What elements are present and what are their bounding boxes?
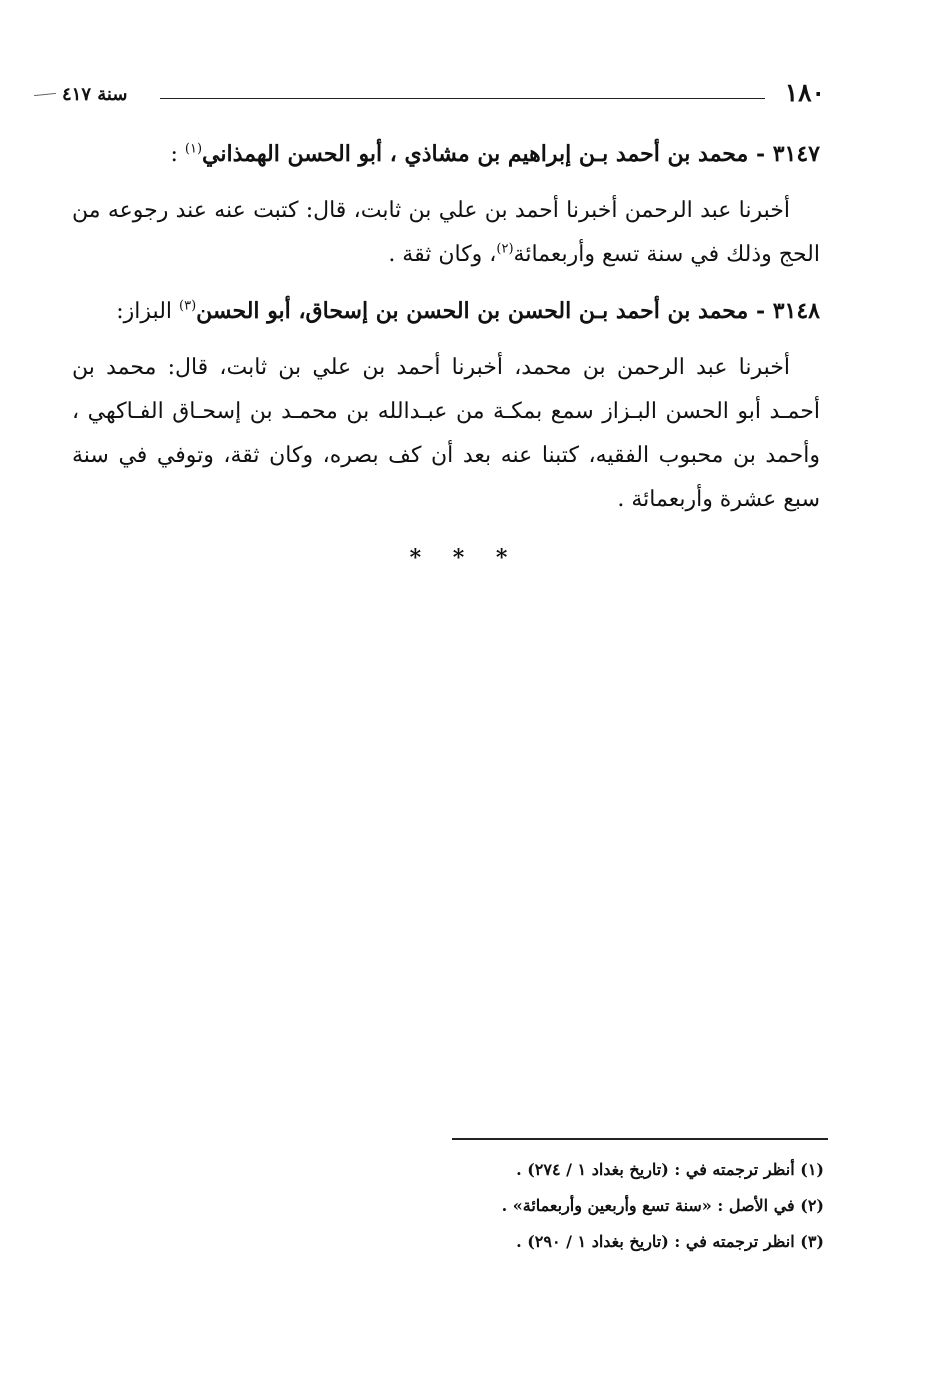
entry-text-tail: ، وكان ثقة .	[388, 242, 497, 267]
header-tick-mark	[34, 93, 56, 96]
entry-text-body: أخبرنا عبد الرحمن بن محمد، أخبرنا أحمد بن علي بن ثابت، قال: محمد بن أحمـد أبو الحسن البـزاز سمع بمكـة من عبـدالله بن محمـد بن إسحـاق الفـاكهي ، وأحمد بن محبوب الفقيه، كتبنا عنه بعد أن كف بصره، وكان ثقة، وتوفي في سنة سبع عشرة وأربعمائة .	[72, 355, 820, 512]
footnote-item: (١) أنظر ترجمته في : (تاريخ بغداد ١ / ٢٧٤) .	[516, 1160, 824, 1179]
entry-name-tail: :	[170, 142, 185, 167]
entry-number: ٣١٤٨	[772, 298, 820, 324]
entry-number: ٣١٤٧	[772, 141, 820, 167]
entry-name: محمد بن أحمد بـن إبراهيم بن مشاذي ، أبو الحسن الهمذاني	[202, 141, 749, 167]
header-rule	[160, 98, 765, 99]
footnote-rule	[452, 1138, 828, 1140]
entry-text	[72, 189, 820, 277]
footnote-item: (٣) انظر ترجمته في : (تاريخ بغداد ١ / ٢٩٠) .	[516, 1232, 824, 1251]
entry-name-tail: البزاز:	[116, 299, 179, 324]
footnote-ref: (٢)	[496, 241, 514, 257]
footnotes	[300, 1152, 824, 1260]
main-text	[72, 132, 820, 534]
section-separator: * * *	[409, 545, 520, 571]
running-title: سنة ٤١٧	[62, 84, 128, 105]
page-number: ١٨٠	[784, 78, 825, 107]
entry-text-body: أخبرنا عبد الرحمن أخبرنا أحمد بن علي بن ثابت، قال: كتبت عنه عند رجوعه من الحج وذلك في سنة تسع وأربعمائة	[72, 198, 820, 267]
running-header	[40, 78, 825, 112]
footnote-item: (٢) في الأصل : «سنة تسع وأربعين وأربعمائة» .	[501, 1196, 824, 1215]
footnote-ref: (٣)	[179, 298, 197, 314]
entry-heading: ٣١٤٨ - محمد بن أحمد بـن الحسن بن الحسن بن إسحاق، أبو الحسن$^{(٣)}$ البزاز:	[116, 298, 820, 324]
entry-heading: ٣١٤٧ - محمد بن أحمد بـن إبراهيم بن مشاذي ، أبو الحسن الهمذاني$^{(١)}$ :	[170, 141, 820, 167]
entry-name: محمد بن أحمد بـن الحسن بن الحسن بن إسحاق، أبو الحسن	[196, 298, 749, 324]
entry-text	[72, 346, 820, 522]
footnote-ref: (١)	[184, 141, 203, 157]
